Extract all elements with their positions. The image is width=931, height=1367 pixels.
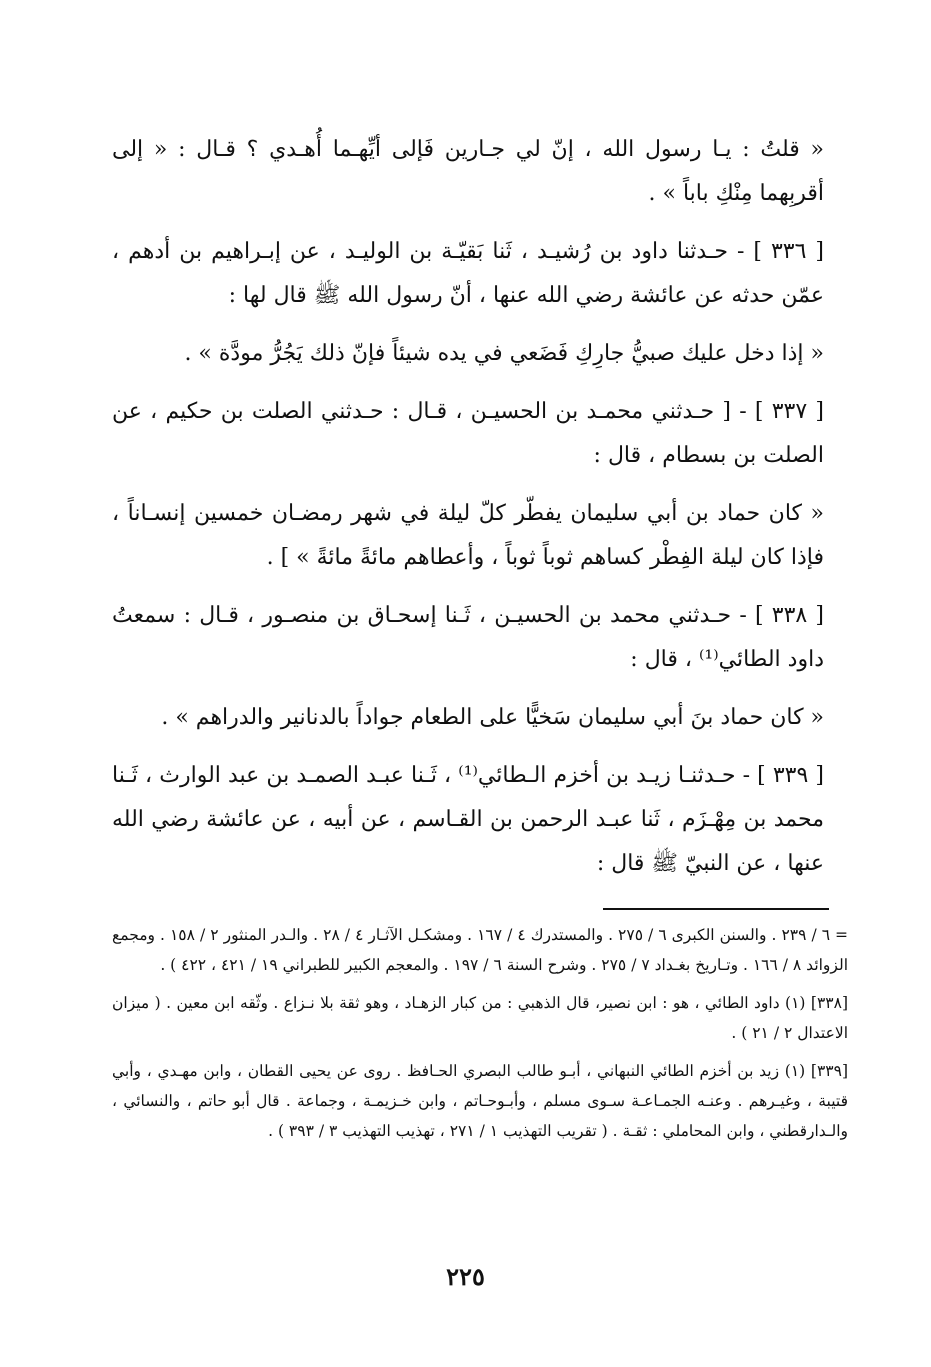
hadith-336-isnad: [ ٣٣٦ ] - حـدثنا داود بن رُشيـد ، ثَنا بَقيّـة بن الوليـد ، عن إبـراهيم بن أدهم ، عمّن حدثه عن عائشة رضي الله عنها ، أنّ رسول الله ﷺ قال لها :	[112, 239, 825, 308]
footnote-divider	[603, 908, 829, 910]
footnote-339: [٣٣٩] (١) زيد بن أخزم الطائي النبهاني ، أبـو طالب البصري الحـافظ . روى عن يحيى القطان ، وابن مهـدي ، وأبي قتيبة ، وغيـرهم . وعنـه الجمـاعـة سـوى مسلم ، وأبـوحـاتم ، وابن خـزيمـة ، وجماعة . قال أبو حاتم ، والنسائي ، والـدارقطني ، وابن المحاملي : ثقـة . ( تقريب التهذيب ١ / ٢٧١ ، تهذيب التهذيب ٣ / ٣٩٣ ) .	[112, 1062, 848, 1140]
hadith-337-isnad: [ ٣٣٧ ] - [ حـدثني محمـد بن الحسيـن ، قـال : حـدثني الصلت بن حكيم ، عن الصلت بن بسطام ، قال :	[112, 399, 824, 468]
main-text	[112, 128, 824, 900]
hadith-337-text: « كان حماد بن أبي سليمان يفطّر كلّ ليلة في شهر رمضـان خمسين إنسـاناً ، فإذا كان ليلة الفِطْر كساهم ثوباً ثوباً ، وأعطاهم مائةً مائةً » ] .	[112, 501, 824, 570]
page-number: ٢٢٥	[446, 1262, 485, 1291]
hadith-338-isnad: [ ٣٣٨ ] - حـدثني محمد بن الحسيـن ، ثَـنا إسحـاق بن منصـور ، قـال : سمعتُ داود الطائي⁽¹⁾ ، قال :	[112, 603, 824, 672]
footnotes	[112, 920, 848, 1154]
hadith-336-text: « إذا دخل عليك صبيُّ جارِكِ فَضَعي في يده شيئاً فإنّ ذلك يَجُرُّ مودَّة » .	[184, 341, 824, 366]
hadith-338-text: « كان حماد بنَ أبي سليمان سَخيًّا على الطعام جواداً بالدنانير والدراهم » .	[161, 705, 824, 730]
footnote-continuation: = ٦ / ٢٣٩ . والسنن الكبرى ٦ / ٢٧٥ . والمستدرك ٤ / ١٦٧ . ومشكـل الآثـار ٤ / ٢٨ . والـدر المنثور ٢ / ١٥٨ . ومجمع الزوائد ٨ / ١٦٦ . وتـاريخ بغـداد ٧ / ٢٧٥ . وشرح السنة ٦ / ١٩٧ . والمعجم الكبير للطبراني ١٩ / ٤٢١ ، ٤٢٢ ) .	[112, 926, 849, 974]
footnote-338: [٣٣٨] (١) داود الطائي ، هو : ابن نصير، قال الذهبي : من كبار الزهـاد ، وهو ثقة بلا نـزاع . وثّقه ابن معين . ( ميزان الاعتدال ٢ / ٢١ ) .	[112, 994, 848, 1042]
hadith-text-335-continuation: « قلتُ : يـا رسول الله ، إنّ لي جـارين فَإلى أيِّهـما أُهـدي ؟ قـال : « إلى أقربِهما مِنْكِ باباً » .	[112, 137, 824, 206]
hadith-339-isnad: [ ٣٣٩ ] - حـدثنـا زيـد بن أخزم الـطائي⁽¹⁾ ، ثَـنا عبـد الصمـد بن عبد الوارث ، ثَـنا محمد بن مِهْـزَم ، ثَنا عبـد الرحمن بن القـاسم ، عن أبيه ، عن عائشة رضي الله عنها ، عن النبيّ ﷺ قال :	[112, 763, 824, 876]
